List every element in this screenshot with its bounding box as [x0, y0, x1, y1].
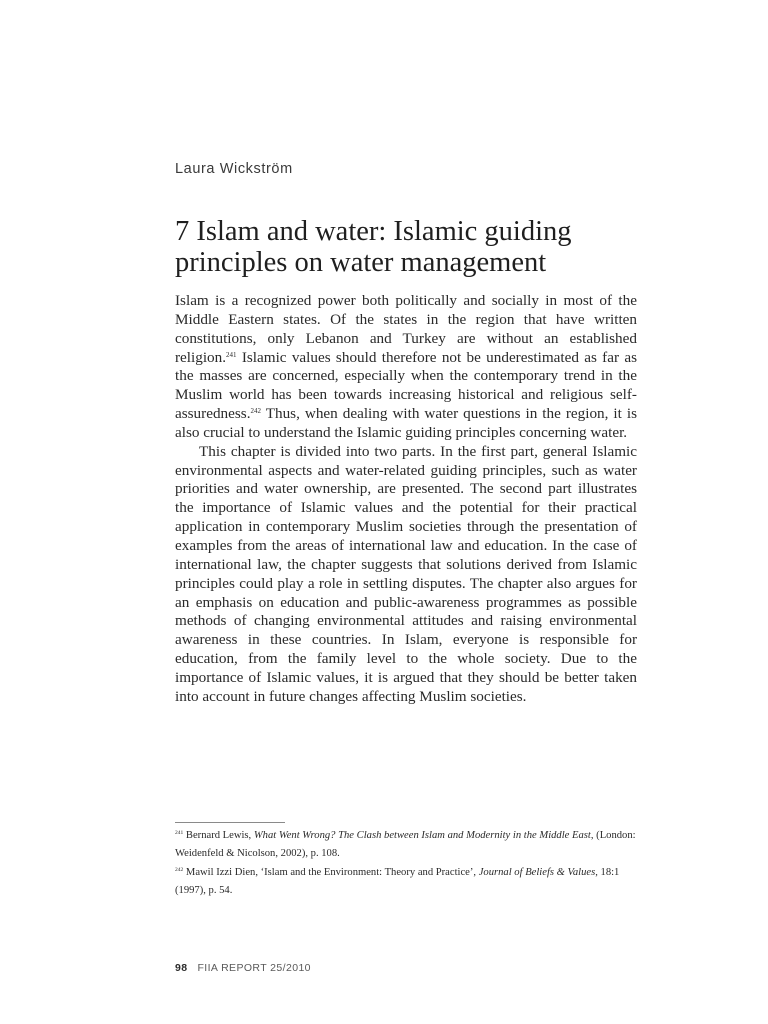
paragraph-1-part-b: Islamic values should therefore not be underestimated as far as the masses are concerned, especially when the contemporary trend in the Muslim world has been towards increasing historical and religious self-assuredness. — [175, 348, 637, 423]
footnote-number: 242 — [175, 866, 184, 873]
footnote-title: What Went Wrong? The Clash between Islam and Modernity in the Middle East — [253, 830, 591, 841]
footnote-title: Journal of Beliefs & Values — [478, 866, 596, 878]
footnote-ref-241[interactable]: 241 — [226, 350, 237, 359]
footnote-text: Bernard Lewis, — [183, 830, 254, 841]
paragraph-2: This chapter is divided into two parts. In the first part, general Islamic environmental aspects and water-related guiding principles, such as water priorities and water ownership, are presented. The second part illustrates the importance of Islamic values and the potential for their practical application in contemporary Muslim societies through the presentation of examples from the areas of international law and education. In the case of international law, the chapter suggests that solutions derived from Islamic principles could play a role in settling disputes. The chapter also argues for an emphasis on education and public-awareness programmes as possible methods of changing environmental attitudes and raising environmental awareness in these countries. In Islam, everyone is responsible for education, from the family level to the whole society. Due to the importance of Islamic values, it is argued that they should be better taken into account in future changes affecting Muslim societies. — [175, 442, 637, 705]
body-text — [175, 292, 637, 707]
author-name: Laura Wickström — [175, 161, 293, 177]
paragraph-1 — [175, 292, 637, 443]
page-number: 98 — [175, 962, 188, 974]
footnote-ref-242[interactable]: 242 — [250, 407, 261, 416]
footnote-text: Mawil Izzi Dien, ‘Islam and the Environment: Theory and Practice’, — [183, 866, 479, 878]
chapter-title: 7 Islam and water: Islamic guiding principles on water management — [175, 216, 572, 278]
report-label: FIIA REPORT 25/2010 — [197, 962, 311, 974]
footnote-divider — [175, 822, 285, 823]
footnote-text: , (London: Weidenfeld & Nicolson, 2002), p. 108. — [175, 830, 636, 860]
footnotes — [175, 827, 637, 901]
footnote-number: 241 — [175, 830, 184, 836]
paragraph-1-part-a: Islam is a recognized power both politically and socially in most of the Middle Eastern states. Of the states in the region that have written constitutions, only Lebanon and Turkey are without an established religion. — [175, 292, 637, 366]
page-footer — [175, 962, 311, 974]
footnote-text: , 18:1 (1997), p. 54. — [175, 866, 620, 897]
paragraph-1-part-c: Thus, when dealing with water questions in the region, it is also crucial to understand the Islamic guiding principles concerning water. — [175, 405, 637, 441]
footnote-241 — [175, 827, 637, 864]
footnote-242 — [175, 864, 637, 901]
